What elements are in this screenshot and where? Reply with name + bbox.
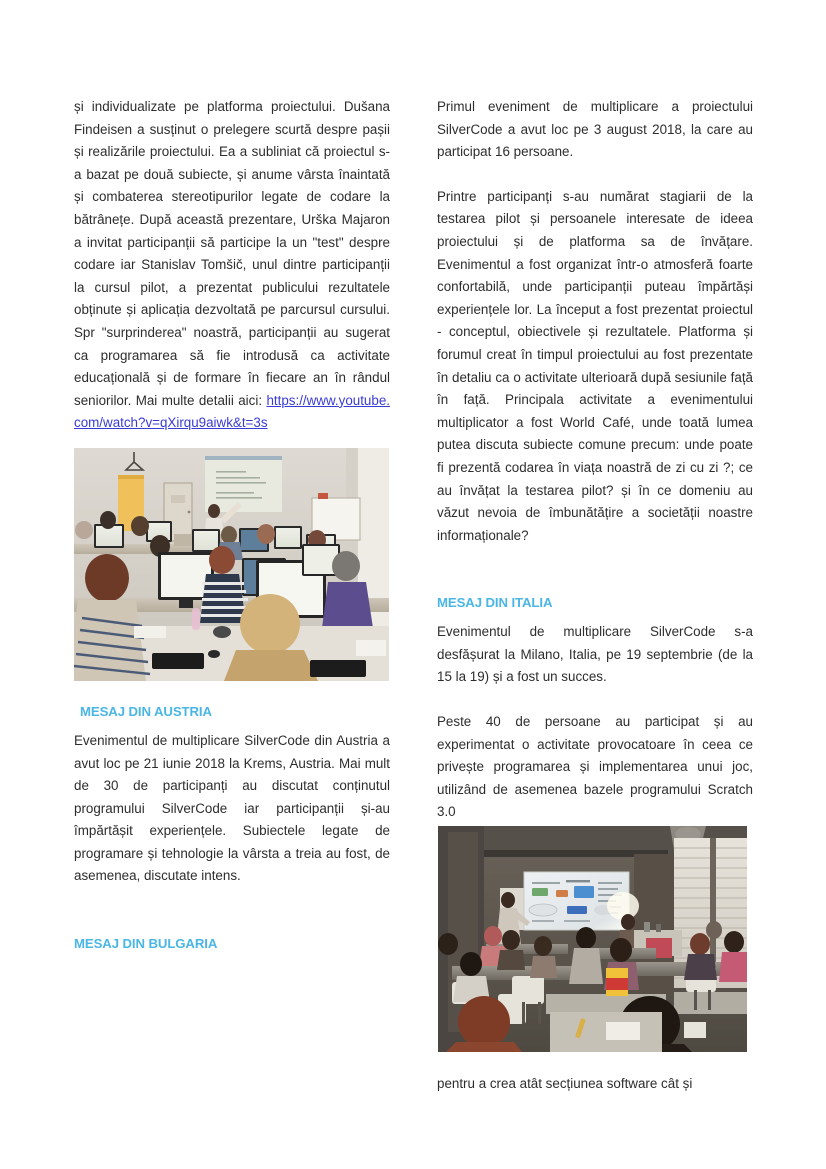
spacer-italia: [437, 612, 753, 621]
spacer-italia-2: [437, 702, 753, 711]
right-paragraph-2: Printre participanți s-au numărat stagiarii de la testarea pilot și persoanele interesate de ideea proiectului și de platforma sa de învățare. Evenimentul a fost organizat într-o atmosferă foarte confortabilă, unde participanții puteau împărtăși experiențele lor. La început a fost prezentat proiectul - conceptul, obiectivele și rezultatele. Platforma și forumul creat în timpul proiectului au fost prezentate în detaliu ca o activitate ulterioară după sesiunile față în față. Principala activitate a evenimentului multiplicator a fost World Café, unde toată lumea putea discuta subiecte comune precum: unde poate fi prezentă codarea în viața noastră de zi cu zi ?; ce au învățat la testarea pilot? și în ce domeniu au văzut nevoia de îmbunătățire a societății noastre informaționale?: [437, 188, 753, 543]
heading-mesaj-din-austria: MESAJ DIN AUSTRIA: [80, 703, 212, 719]
paragraph-italia-2: Peste 40 de persoane au participat și au experimentat o activitate provocatoare în ceea ce privește programarea și implementarea unui joc, utilizând de asemenea bazele programului Scratch 3.0: [437, 714, 753, 820]
computer-lab-photo: [74, 448, 389, 681]
seminar-room-photo: [438, 826, 747, 1052]
spacer-austria: [74, 721, 390, 730]
spacer-before-bulgaria: [74, 901, 390, 934]
left-column: [74, 96, 390, 1096]
youtube-link[interactable]: https://www.youtube.com/watch?v=qXirqu9aiwk&t=3s: [74, 392, 390, 431]
heading-mesaj-din-bulgaria: MESAJ DIN BULGARIA: [74, 936, 218, 952]
left-paragraph-1: [74, 96, 390, 435]
left-paragraph-1-text: și individualizate pe platforma proiectului. Dušana Findeisen a susținut o prelegere scurtă despre pașii și realizările proiectului. Ea a subliniat că proiectul s-a bazat pe două subiecte, și anume vârsta înaintată și combaterea stereotipurilor legate de codare la bătrânețe. După această prezentare, Urška Majaron a invitat participanții să participe la un "test" despre codare iar Stanislav Tomšič, unul dintre participanții la cursul pilot, a prezentat publicului rezultatele obținute și aplicația dezvoltată pe parcursul cursului. Spr "surprinderea" noastră, participanții au sugerat ca programarea să fie introdusă ca activitate educațională și de formare în fiecare an în rândul seniorilor. Mai multe detalii aici:: [74, 99, 390, 408]
two-column-layout: [74, 96, 753, 1096]
spacer-after-photo-1: [74, 681, 390, 702]
spacer-right-1: [437, 177, 753, 186]
paragraph-last: pentru a crea atât secțiunea software cât și: [437, 1076, 693, 1092]
paragraph-italia-1: Evenimentul de multiplicare SilverCode s-a desfășurat la Milano, Italia, pe 19 septembrie (de la 15 la 19) și a fost un succes.: [437, 624, 753, 685]
spacer-before-italia: [437, 560, 753, 593]
right-column: [437, 96, 753, 1096]
spacer-after-photo-2: [437, 1052, 753, 1073]
right-paragraph-1: Primul eveniment de multiplicare a proiectului SilverCode a avut loc pe 3 august 2018, la care au participat 16 persoane.: [437, 99, 753, 160]
heading-mesaj-din-italia: MESAJ DIN ITALIA: [437, 595, 553, 611]
paragraph-austria: Evenimentul de multiplicare SilverCode din Austria a avut loc pe 21 iunie 2018 la Krems, Austria. Mai mult de 30 de participanți au discutat conținutul programului SilverCode iar participanții și-au împărtășit experiențele. Subiectele legate de programare și tehnologie la vârsta a treia au fost, de asemenea, discutate intens.: [74, 732, 390, 884]
